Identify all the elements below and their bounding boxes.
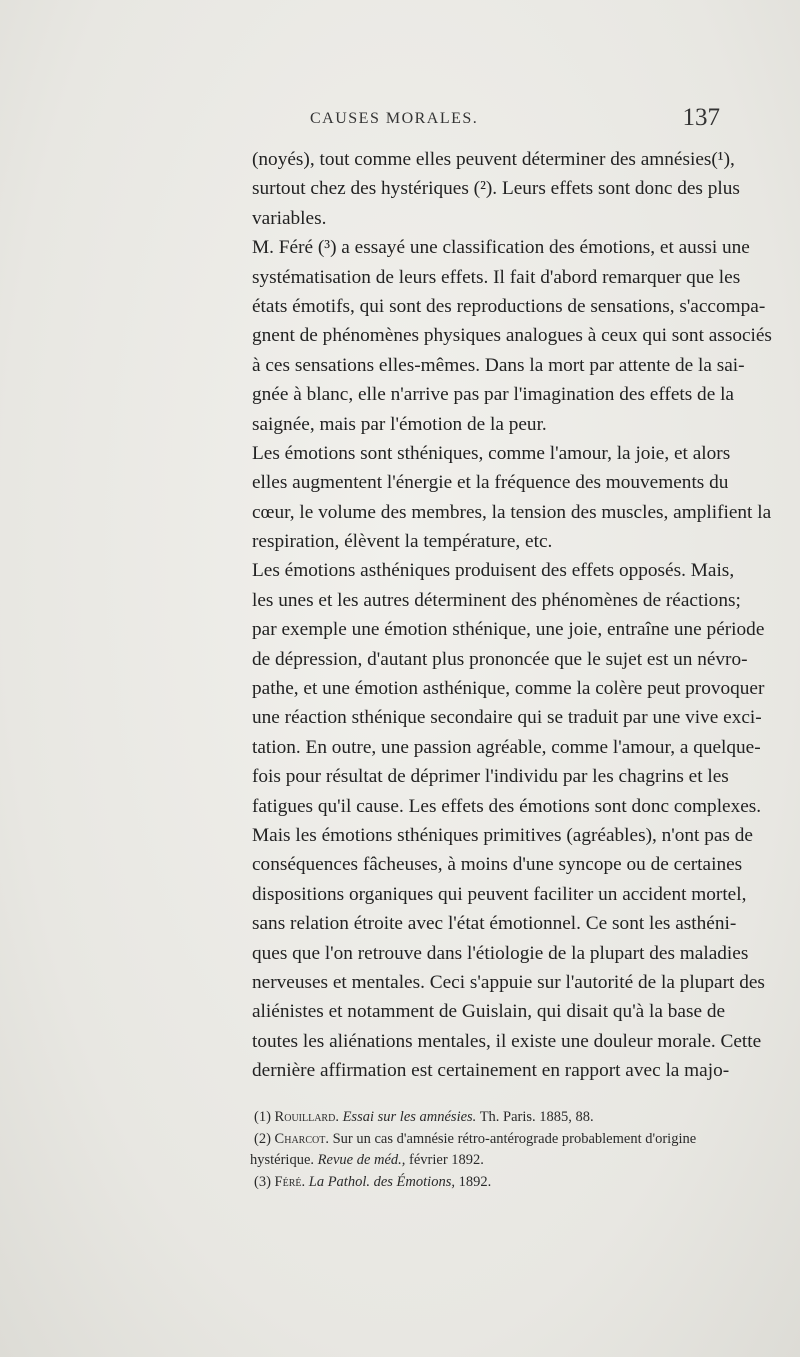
text-line: Les émotions sont sthéniques, comme l'amour, la joie, et alors [252,442,731,464]
text-line: variables. [252,207,327,229]
text-line: nerveuses et mentales. Ceci s'appuie sur l'autorité de la plupart des [252,971,765,993]
text-line: à ces sensations elles-mêmes. Dans la mort par attente de la sai- [252,354,745,376]
footnote-number: (2) [254,1130,271,1147]
text-line: dispositions organiques qui peuvent faciliter un accident mortel, [252,883,747,905]
text-line: sans relation étroite avec l'état émotionnel. Ce sont les asthéni- [252,913,737,935]
footnote-title: Revue de méd., [317,1152,406,1168]
footnote-author: Charcot. [274,1130,329,1147]
text-line: M. Féré (³) a essayé une classification des émotions, et aussi une [252,237,750,259]
footnote-2 [250,1129,730,1151]
footnote-number: (1) [254,1109,271,1125]
text-line: saignée, mais par l'émotion de la peur. [252,413,547,435]
text-line: Mais les émotions sthéniques primitives (agréables), n'ont pas de [252,824,753,846]
text-line: les unes et les autres déterminent des phénomènes de réactions; [252,589,741,611]
footnote-number: (3) [254,1173,271,1190]
footnote-text: Sur un cas d'amnésie rétro-antérograde probablement d'origine [332,1130,697,1147]
text-line: fatigues qu'il cause. Les effets des émotions sont donc complexes. [252,795,762,817]
text-line: fois pour résultat de déprimer l'individu par les chagrins et les [252,766,729,788]
text-line: conséquences fâcheuses, à moins d'une syncope ou de certaines [252,854,743,876]
text-line: gnent de phénomènes physiques analogues à ceux qui sont associés [252,325,772,347]
text-line: elles augmentent l'énergie et la fréquence des mouvements du [252,472,729,494]
text-line: surtout chez des hystériques (²). Leurs effets sont donc des plus [252,178,740,200]
text-line: Les émotions asthéniques produisent des effets opposés. Mais, [252,560,735,582]
text-line: états émotifs, qui sont des reproductions de sensations, s'accompa- [252,295,766,317]
text-line: respiration, élèvent la température, etc. [252,531,553,553]
text-line: dernière affirmation est certainement en rapport avec la majo- [252,1060,730,1082]
footnote-author: Rouillard. [274,1109,339,1125]
text-line: pathe, et une émotion asthénique, comme la colère peut provoquer [252,678,765,700]
text-line: aliénistes et notamment de Guislain, qui disait qu'à la base de [252,1001,726,1023]
text-line: (noyés), tout comme elles peuvent déterminer des amnésies(¹), [252,149,735,170]
footnote-2-continued [250,1150,730,1172]
footnote-reference: Th. Paris. 1885, 88. [479,1109,594,1125]
text-line: de dépression, d'autant plus prononcée que le sujet est un névro- [252,648,748,670]
text-line: cœur, le volume des membres, la tension des muscles, amplifient la [252,501,772,523]
running-head: CAUSES MORALES. [310,110,479,127]
body-text [252,145,772,1086]
text-line: une réaction sthénique secondaire qui se traduit par une vive exci- [252,707,762,729]
footnotes [250,1107,730,1193]
footnote-title: Essai sur les amnésies. [342,1109,477,1125]
text-line: systématisation de leurs effets. Il fait d'abord remarquer que les [252,266,741,288]
footnote-1 [250,1107,730,1129]
footnote-reference: février 1892. [409,1152,484,1168]
text-line: gnée à blanc, elle n'arrive pas par l'imagination des effets de la [252,384,734,406]
text-line: par exemple une émotion sthénique, une joie, entraîne une période [252,619,765,641]
text-line: toutes les aliénations mentales, il existe une douleur morale. Cette [252,1030,762,1052]
footnote-text: hystérique. [250,1152,315,1168]
footnote-3 [250,1172,730,1194]
page-number: 137 [682,104,720,131]
text-line: ques que l'on retrouve dans l'étiologie de la plupart des maladies [252,942,749,964]
page-header [310,104,720,134]
footnote-reference: 1892. [458,1173,492,1190]
text-line: tation. En outre, une passion agréable, comme l'amour, a quelque- [252,736,761,758]
footnote-author: Féré. [274,1173,306,1190]
footnote-title: La Pathol. des Émotions, [308,1173,455,1190]
